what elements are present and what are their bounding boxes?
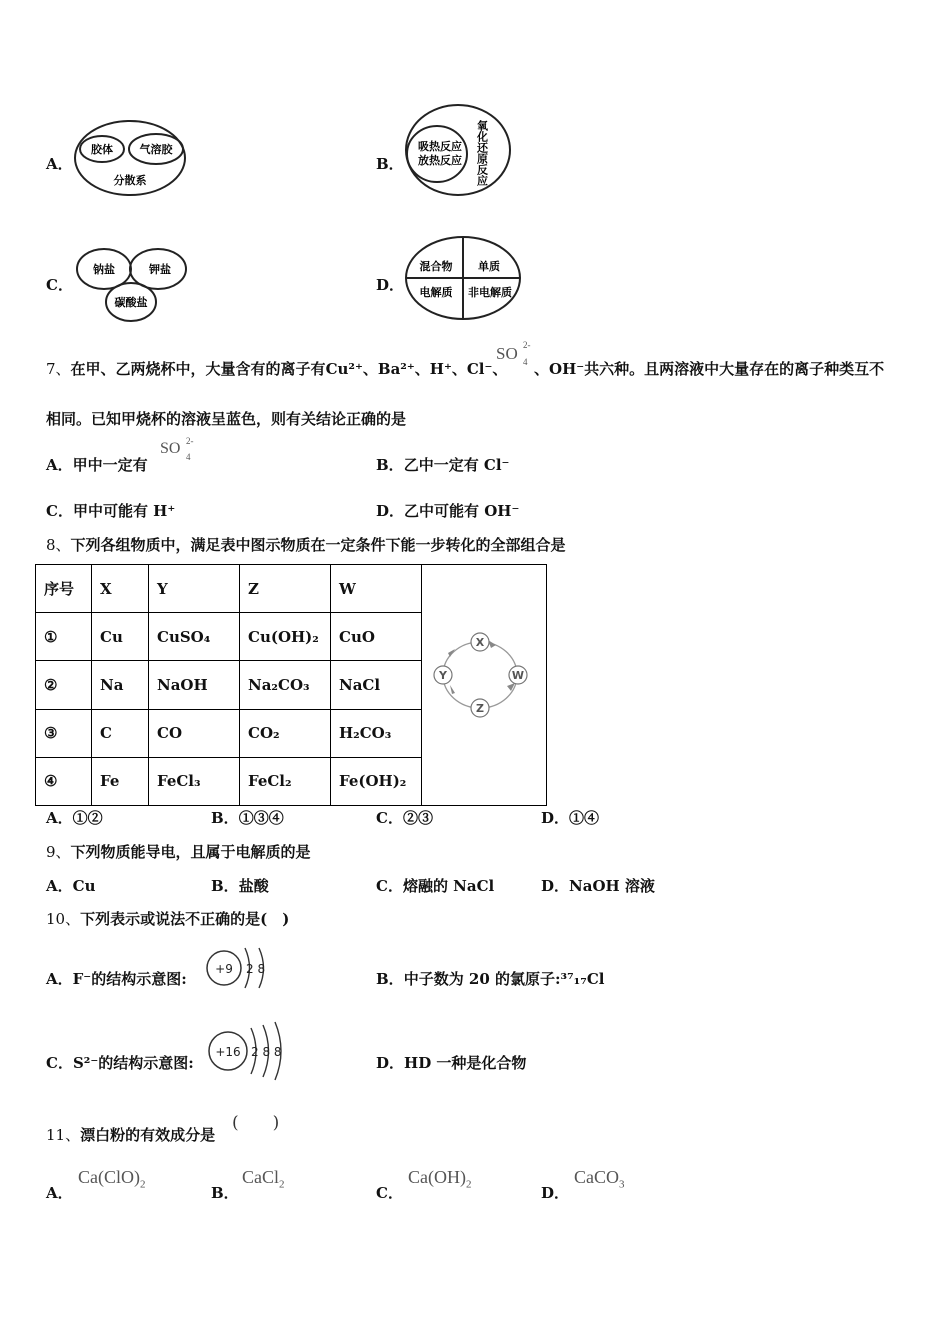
table-header: 序号 <box>36 565 92 613</box>
q7-option-a-text: 甲中一定有 <box>72 456 148 474</box>
q6b-label-exothermic: 放热反应 <box>418 154 462 167</box>
q9-option-b-letter: B． <box>211 877 239 895</box>
q6-option-a-diagram <box>72 118 190 198</box>
table-cell: Fe(OH)₂ <box>331 757 422 805</box>
q11-b-formula-base: CaCl <box>242 1167 280 1187</box>
table-cell: Na <box>92 661 149 709</box>
q9-option-d-letter: D． <box>541 877 570 895</box>
q9-option-b-text: 盐酸 <box>238 877 269 895</box>
q10-c-nucleus: +16 <box>215 1045 241 1059</box>
q9-option-a-text: Cu <box>72 877 96 895</box>
q11-b-formula-sub: 2 <box>279 1178 285 1191</box>
q8-option-a-text: ①② <box>72 809 103 827</box>
q10-stem <box>46 908 289 929</box>
q6-option-c-letter: C． <box>46 276 73 294</box>
q7-stem-line2: 相同。已知甲烧杯的溶液呈蓝色，则有关结论正确的是 <box>46 410 407 428</box>
q8-node-w-label: W <box>511 669 525 682</box>
q10-option-d-text: HD 一种是化合物 <box>404 1054 527 1072</box>
q10-option-a-text: F⁻的结构示意图: <box>72 970 187 988</box>
q8-diagram-cell <box>422 565 547 806</box>
q7-stem-part1: 在甲、乙两烧杯中，大量含有的离子有 <box>70 360 326 378</box>
q11-answer-paren: ( ) <box>232 1113 280 1133</box>
q10-option-b[interactable] <box>376 968 604 989</box>
q10-a-nucleus: +9 <box>215 962 233 976</box>
q7-option-d-text: 乙中可能有 OH⁻ <box>404 502 520 520</box>
q7-sulfate-formula <box>496 340 531 367</box>
q10-option-c-text: S²⁻的结构示意图: <box>72 1054 194 1072</box>
q10-option-c[interactable] <box>46 1052 194 1073</box>
q10-stem-text: 下列表示或说法不正确的是( ) <box>80 910 290 928</box>
q10-c-shells: 2 8 8 <box>251 1045 282 1059</box>
q9-option-a[interactable] <box>46 875 96 896</box>
q11-d-formula-sub: 3 <box>619 1178 625 1191</box>
q8-option-b-letter: B． <box>211 809 239 827</box>
q10-option-d[interactable] <box>376 1052 526 1073</box>
q11-option-d-letter[interactable]: D． <box>541 1184 570 1202</box>
q6b-label-endothermic: 吸热反应 <box>418 140 462 153</box>
q7-stem-line1 <box>46 358 507 379</box>
table-cell: ② <box>36 661 92 709</box>
q6a-label-colloid: 胶体 <box>91 143 113 156</box>
q7-option-b[interactable] <box>376 454 509 475</box>
q6d-label-nonelectrolyte: 非电解质 <box>468 286 512 299</box>
q9-stem <box>46 841 311 862</box>
table-cell: CO <box>149 709 240 757</box>
q9-option-b[interactable] <box>211 875 269 896</box>
q11-option-a-letter[interactable]: A． <box>46 1184 73 1202</box>
q8-option-c-letter: C． <box>376 809 403 827</box>
q7-sulfate-subscript: 4 <box>523 357 528 367</box>
q8-option-d-letter: D． <box>541 809 570 827</box>
table-cell: C <box>92 709 149 757</box>
q7-number: 7、 <box>46 360 71 378</box>
q7-sulfate-charge: 2- <box>523 340 531 350</box>
q10-number: 10、 <box>46 910 81 928</box>
q9-option-c-letter: C． <box>376 877 403 895</box>
q6-option-b-diagram <box>404 102 512 198</box>
table-header: X <box>92 565 149 613</box>
table-cell: Fe <box>92 757 149 805</box>
q10-fluoride-diagram <box>204 944 274 994</box>
table-header-row <box>36 565 547 613</box>
q11-c-formula-base: Ca(OH) <box>408 1167 466 1187</box>
q11-option-c-letter[interactable]: C． <box>376 1184 403 1202</box>
q7-option-c-letter: C． <box>46 502 73 520</box>
q6-option-a-letter: A． <box>46 155 73 173</box>
q11-a-formula-sub: 2 <box>140 1178 146 1191</box>
table-cell: NaOH <box>149 661 240 709</box>
q10-option-c-letter: C． <box>46 1054 73 1072</box>
q9-option-c-text: 熔融的 NaCl <box>402 877 495 895</box>
q10-option-d-letter: D． <box>376 1054 405 1072</box>
q6a-label-aerosol: 气溶胶 <box>139 143 173 156</box>
q7-option-a[interactable] <box>46 454 148 475</box>
q11-option-b-formula <box>242 1167 285 1191</box>
q10-option-b-letter: B． <box>376 970 404 988</box>
q7-option-a-sulfate <box>160 436 194 462</box>
q7-option-a-letter: A． <box>46 456 73 474</box>
q9-option-a-letter: A． <box>46 877 73 895</box>
table-cell: Na₂CO₃ <box>240 661 331 709</box>
q10-option-a[interactable] <box>46 968 187 989</box>
q6c-label-sodium: 钠盐 <box>93 263 115 276</box>
q8-node-y-label: Y <box>439 669 447 682</box>
q8-stem <box>46 534 566 555</box>
q8-table <box>35 564 547 806</box>
q8-option-a[interactable] <box>46 807 103 828</box>
table-cell: CO₂ <box>240 709 331 757</box>
q8-option-d[interactable] <box>541 807 599 828</box>
q10-option-a-letter: A． <box>46 970 73 988</box>
q6-option-d-diagram <box>403 234 523 322</box>
q6d-label-element: 单质 <box>478 260 500 273</box>
q6-option-b-letter: B． <box>376 155 404 173</box>
q9-option-d[interactable] <box>541 875 655 896</box>
q7-option-c[interactable] <box>46 500 175 521</box>
table-cell: FeCl₂ <box>240 757 331 805</box>
table-cell: NaCl <box>331 661 422 709</box>
q7-sulfate-base: SO <box>496 344 518 363</box>
q7-option-b-text: 乙中一定有 Cl⁻ <box>403 456 510 474</box>
q7-option-d-letter: D． <box>376 502 405 520</box>
q8-option-a-letter: A． <box>46 809 73 827</box>
q11-c-formula-sub: 2 <box>465 1178 472 1191</box>
q11-number: 11、 <box>46 1126 81 1144</box>
q7-stem-part2: 、OH⁻共六种。且两溶液中大量存在的离子种类互不 <box>534 360 885 378</box>
q8-cycle-diagram <box>422 565 546 801</box>
q10-sulfide-diagram <box>206 1020 286 1084</box>
q11-option-a-formula <box>78 1167 146 1191</box>
q8-number: 8、 <box>46 536 71 554</box>
q6-option-d-letter: D． <box>376 276 405 294</box>
q8-option-b-text: ①③④ <box>238 809 284 827</box>
q8-option-d-text: ①④ <box>569 809 600 827</box>
table-cell: ③ <box>36 709 92 757</box>
q9-option-c[interactable] <box>376 875 494 896</box>
q11-a-formula-base: Ca(ClO) <box>78 1167 140 1187</box>
table-header: Z <box>240 565 331 613</box>
q11-stem-text: 漂白粉的有效成分是 <box>80 1126 216 1144</box>
q6b-label-redox: 氧化还原反应 <box>475 120 489 186</box>
q11-d-formula-base: CaCO <box>574 1167 619 1187</box>
q7-option-c-text: 甲中可能有 H⁺ <box>72 502 176 520</box>
q7-option-d[interactable] <box>376 500 519 521</box>
table-header: Y <box>149 565 240 613</box>
q6d-label-electrolyte: 电解质 <box>419 286 453 299</box>
q10-option-b-text: 中子数为 20 的氯原子:³⁷₁₇Cl <box>403 970 605 988</box>
q6a-label-dispersion: 分散系 <box>113 174 147 187</box>
table-cell: Cu <box>92 613 149 661</box>
table-cell: ④ <box>36 757 92 805</box>
table-cell: CuSO₄ <box>149 613 240 661</box>
q8-option-c-text: ②③ <box>402 809 433 827</box>
q8-option-b[interactable] <box>211 807 284 828</box>
q6c-label-carbonate: 碳酸盐 <box>114 296 148 309</box>
table-cell: Cu(OH)₂ <box>240 613 331 661</box>
table-cell: ① <box>36 613 92 661</box>
q6d-label-mixture: 混合物 <box>419 260 453 273</box>
q8-option-c[interactable] <box>376 807 433 828</box>
table-cell: H₂CO₃ <box>331 709 422 757</box>
table-cell: FeCl₃ <box>149 757 240 805</box>
q7-option-b-letter: B． <box>376 456 404 474</box>
q7-option-a-sulfate-base: SO <box>160 440 181 457</box>
q7-option-a-sulfate-subscript: 4 <box>186 452 191 462</box>
q6c-label-potassium: 钾盐 <box>149 263 171 276</box>
q7-ions: Cu²⁺、Ba²⁺、H⁺、Cl⁻、 <box>325 360 508 378</box>
q9-number: 9、 <box>46 843 71 861</box>
q11-option-c-formula <box>408 1167 471 1191</box>
q6-option-c-diagram <box>74 246 190 324</box>
q11-stem <box>46 1124 215 1145</box>
table-header: W <box>331 565 422 613</box>
q9-option-d-text: NaOH 溶液 <box>569 877 655 895</box>
table-cell: CuO <box>331 613 422 661</box>
q8-node-x-label: X <box>475 636 485 649</box>
q10-a-shells: 2 8 <box>246 962 266 976</box>
q9-stem-text: 下列物质能导电，且属于电解质的是 <box>70 843 311 861</box>
q8-node-z-label: Z <box>476 702 484 715</box>
q8-stem-text: 下列各组物质中，满足表中图示物质在一定条件下能一步转化的全部组合是 <box>70 536 566 554</box>
q11-option-b-letter[interactable]: B． <box>211 1184 239 1202</box>
q11-option-d-formula <box>574 1167 625 1191</box>
q7-option-a-sulfate-charge: 2- <box>186 436 194 446</box>
